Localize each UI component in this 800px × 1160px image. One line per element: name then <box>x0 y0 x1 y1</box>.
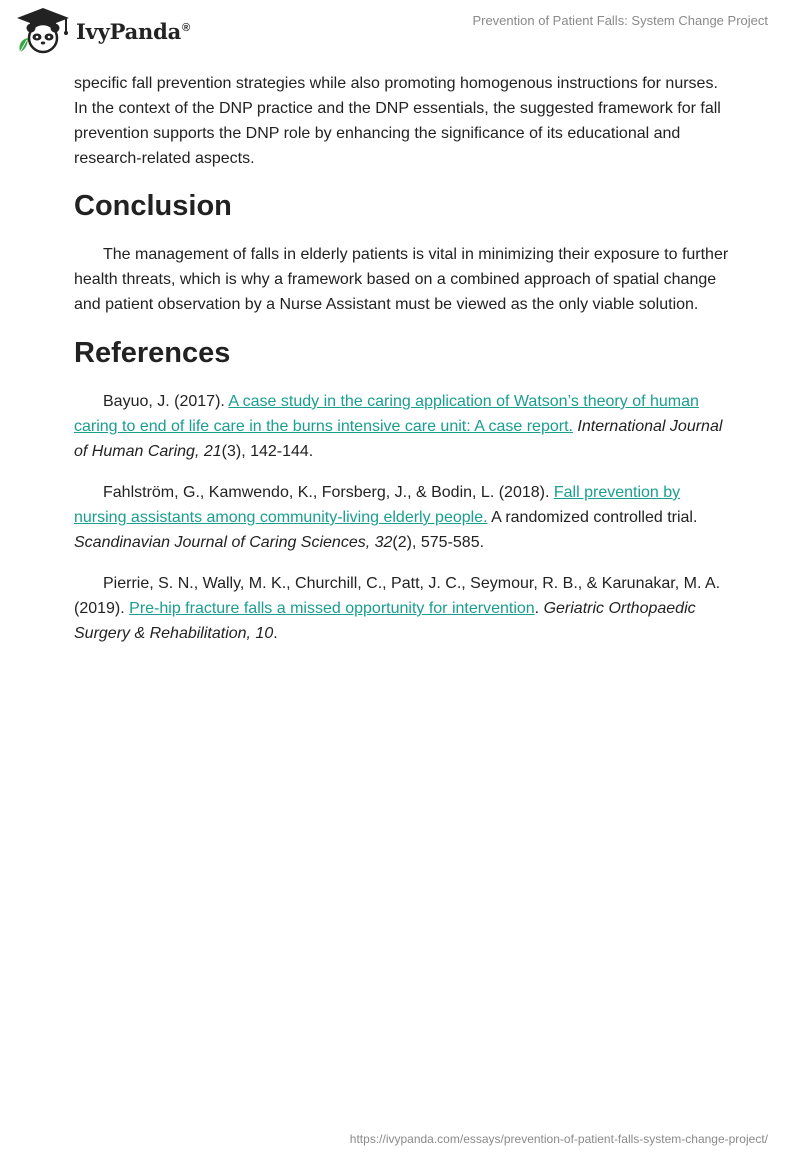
reference-journal: Scandinavian Journal of Caring Sciences, 32 <box>74 534 393 551</box>
references-list <box>74 389 734 646</box>
intro-paragraph: specific fall prevention strategies while also promoting homogenous instructions for nurses. In the context of the DNP practice and the DNP essentials, the suggested framework for fall prevention supports the DNP role by enhancing the significance of its educational and research-related aspects. <box>74 75 721 167</box>
reference-journal: International Journal of Human Caring, 21 <box>74 418 723 460</box>
reference-item <box>74 571 734 646</box>
reference-journal: Geriatric Orthopaedic Surgery & Rehabilitation, 10 <box>74 600 696 642</box>
references-heading: References <box>74 337 231 369</box>
registered-mark: ® <box>182 21 190 34</box>
source-url[interactable]: https://ivypanda.com/essays/prevention-of-patient-falls-system-change-project/ <box>349 1132 768 1146</box>
brand-name <box>76 19 190 44</box>
panda-graduate-icon <box>14 6 72 56</box>
reference-tail: (3), 142-144. <box>221 443 314 460</box>
ivypanda-logo[interactable] <box>14 6 190 56</box>
running-title: Prevention of Patient Falls: System Change Project <box>472 13 768 28</box>
brand-wordmark: IvyPanda <box>76 18 182 44</box>
page-header <box>0 0 800 64</box>
reference-mid-text: A randomized controlled trial. <box>487 509 698 526</box>
reference-authors: Pierrie, S. N., Wally, M. K., Churchill, C., Patt, J. C., Seymour, R. B., & Karunakar, M. A. (2019). <box>74 575 721 617</box>
reference-authors: Fahlström, G., Kamwendo, K., Forsberg, J., & Bodin, L. (2018). <box>103 484 554 501</box>
conclusion-paragraph: The management of falls in elderly patients is vital in minimizing their exposure to further health threats, which is why a framework based on a combined approach of spatial change and patient observation by a Nurse Assistant must be viewed as the only viable solution. <box>74 246 729 313</box>
reference-item <box>74 389 734 464</box>
reference-link[interactable]: Fall prevention by nursing assistants among community-living elderly people. <box>74 484 681 526</box>
reference-authors: Bayuo, J. (2017). <box>103 393 229 410</box>
reference-tail: . <box>273 625 278 642</box>
essay-content <box>74 71 734 662</box>
reference-item <box>74 480 734 555</box>
reference-mid-text: . <box>534 600 544 617</box>
reference-link[interactable]: A case study in the caring application of Watson’s theory of human caring to end of life care in the burns intensive care unit: A case report. <box>74 393 699 435</box>
reference-link[interactable]: Pre-hip fracture falls a missed opportunity for intervention <box>129 600 535 617</box>
conclusion-heading: Conclusion <box>74 190 232 222</box>
reference-tail: (2), 575-585. <box>392 534 485 551</box>
